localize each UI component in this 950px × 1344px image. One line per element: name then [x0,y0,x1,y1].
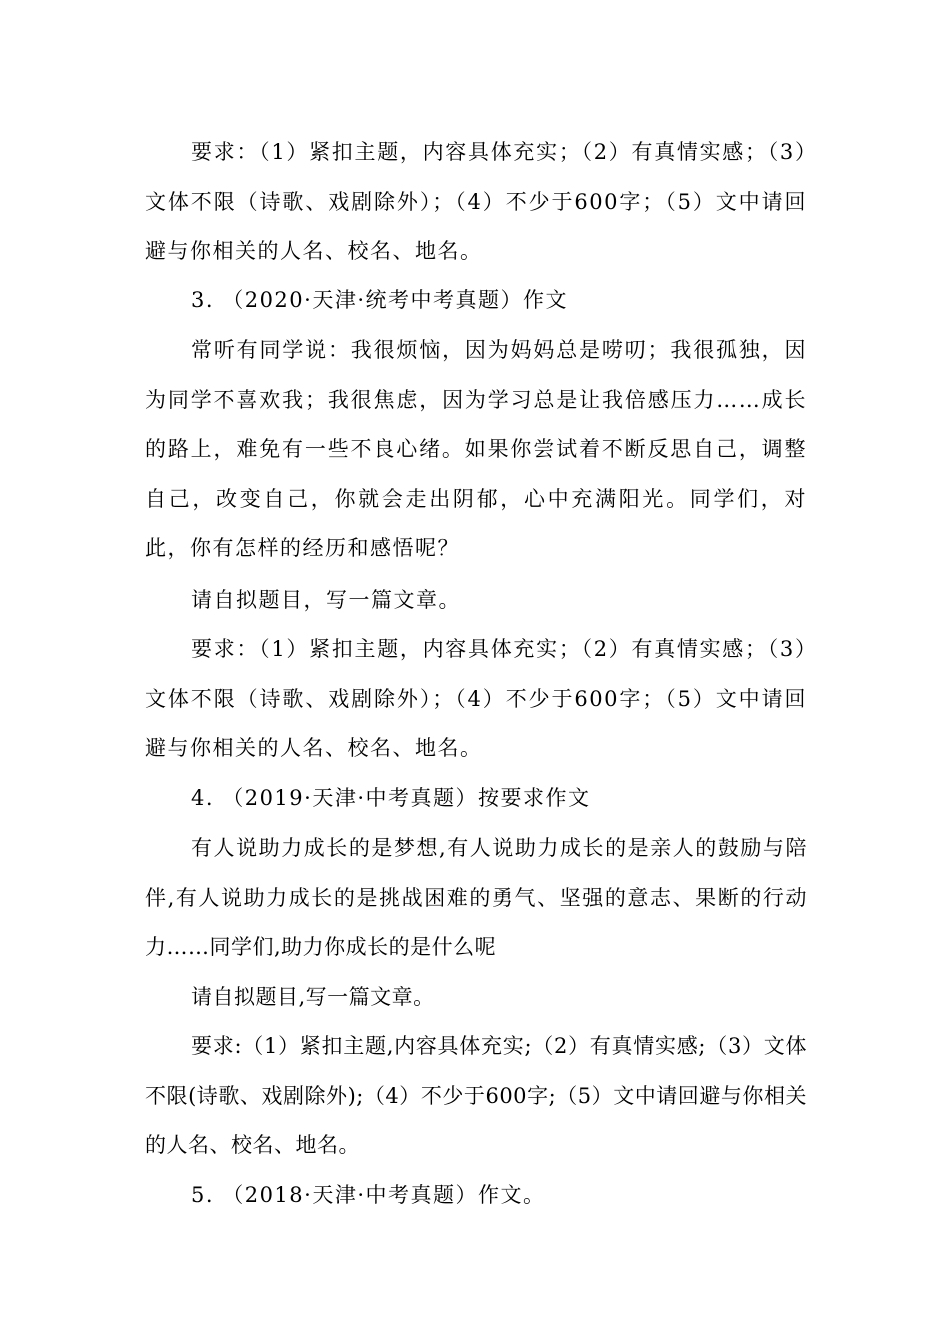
requirements-paragraph-2: 要求：（1）紧扣主题，内容具体充实；（2）有真情实感；（3）文体不限（诗歌、戏剧除外）；（4）不少于600字；（5）文中请回避与你相关的人名、校名、地名。 [145,637,807,760]
question-3-prompt: 常听有同学说：我很烦恼，因为妈妈总是唠叨；我很孤独，因为同学不喜欢我；我很焦虑，因为学习总是让我倍感压力……成长的路上，难免有一些不良心绪。如果你尝试着不断反思自己，调整自己，改变自己，你就会走出阴郁，心中充满阳光。同学们，对此，你有怎样的经历和感悟呢？ [145,338,807,560]
requirements-paragraph-3: 要求:（1）紧扣主题,内容具体充实;（2）有真情实感;（3）文体不限(诗歌、戏剧除外);（4）不少于600字;（5）文中请回避与你相关的人名、校名、地名。 [145,1034,807,1157]
question-4-instruction: 请自拟题目,写一篇文章。 [191,985,435,1009]
question-4-heading: 4. （2019·天津·中考真题）按要求作文 [191,786,591,810]
requirements-paragraph-1: 要求：（1）紧扣主题，内容具体充实；（2）有真情实感；（3）文体不限（诗歌、戏剧除外）；（4）不少于600字；（5）文中请回避与你相关的人名、校名、地名。 [145,140,807,263]
question-3-instruction: 请自拟题目，写一篇文章。 [191,588,461,612]
question-5-heading: 5. （2018·天津·中考真题）作文。 [191,1183,546,1207]
question-4-prompt: 有人说助力成长的是梦想,有人说助力成长的是亲人的鼓励与陪伴,有人说助力成长的是挑战困难的勇气、坚强的意志、果断的行动力……同学们,助力你成长的是什么呢 [145,836,807,959]
question-3-heading: 3. （2020·天津·统考中考真题）作文 [191,288,569,312]
